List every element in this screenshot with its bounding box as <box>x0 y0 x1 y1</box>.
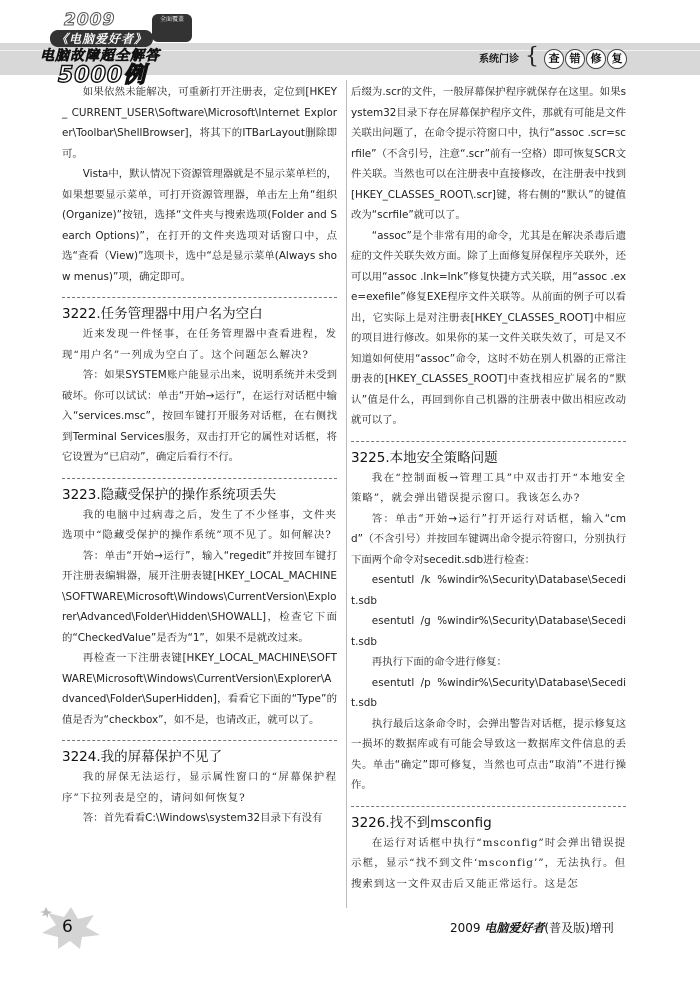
command-line: esentutl /g %windir%\Security\Database\Secedit.sdb <box>351 615 626 648</box>
question-text: 在运行对话框中执行“msconfig”时会弹出错误提示框，显示“找不到文件‘msconfig’”，无法执行。但搜索到这一文件双击后又能正常运行。这是怎 <box>351 836 626 890</box>
footer-year: 2009 <box>450 921 481 935</box>
answer-paragraph: 再执行下面的命令进行修复： <box>371 656 507 668</box>
logo-badge: 全面覆盖 <box>152 14 192 42</box>
answer-paragraph: 答：单击“开始→运行”打开运行对话框，输入“cmd”（不含引号）并按回车键调出命令提示符窗口，分别执行下面两个命令对secedit.sdb进行检查： <box>351 512 626 566</box>
answer-paragraph: Vista中，默认情况下资源管理器就是不显示菜单栏的，如果想要显示菜单，可打开资源管理器，单击左上角“组织(Organize)”按钮，选择“文件夹与搜索选项(Folder and Search Options)”，在打开的文件夹选项对话窗口中，点选“查看（View)”选项卡，选中“总是显示菜单(Always show menus)”项，确定即可。 <box>62 168 338 283</box>
question-text: 我的屏保无法运行，显示属性窗口的“屏幕保护程序”下拉列表是空的，请问如何恢复? <box>62 771 337 804</box>
answer-paragraph: 如果依然未能解决，可重新打开注册表，定位到[HKEY_ CURRENT_USER\Software\Microsoft\Internet Explorer\Toolbar\ShellBrowser]，将其下的ITBarLayout删除即可。 <box>62 86 337 160</box>
column-divider <box>346 80 347 908</box>
question-text: 我的电脑中过病毒之后，发生了不少怪事，文件夹选项中“隐藏受保护的操作系统”项不见了。如何解决? <box>62 508 337 541</box>
left-column <box>62 82 337 829</box>
page-number: 6 <box>62 917 73 937</box>
question-heading: 3224.我的屏幕保护不见了 <box>62 740 337 767</box>
question-text: 近来发现一件怪事，在任务管理器中查看进程，发现“用户名”一列成为空白了。这个问题怎么解决? <box>62 328 337 361</box>
question-heading: 3223.隐藏受保护的操作系统项丢失 <box>62 478 337 505</box>
section-chip: 复 <box>607 49 627 69</box>
answer-paragraph: 后缀为.scr的文件，一般屏幕保护程序就保存在这里。如果system32目录下存在屏幕保护程序文件，那就有可能是文件关联出问题了，在命令提示符窗口中，执行“assoc .scr=scrfile”（不含引号，注意“.scr”前有一空格）即可恢复SCR文件关联。当然也可以在注册表中直接修改，在注册表中找到[HKEY_CLASSES_ROOT\.scr]键，将右侧的“默认”的键值改为“scrfile”就可以了。 <box>351 86 626 221</box>
command-line: esentutl /p %windir%\Security\Database\Secedit.sdb <box>351 676 626 709</box>
answer-paragraph: 答：首先看看C:\Windows\system32目录下有没有 <box>82 812 323 824</box>
question-text: 我在“控制面板→管理工具”中双击打开“本地安全策略”，就会弹出错误提示窗口。我该怎么办? <box>351 471 626 504</box>
footer-suffix: (普及版)增刊 <box>544 921 614 935</box>
section-chip: 错 <box>565 49 585 69</box>
logo-subtitle: 电脑故障超全解答 <box>40 48 160 64</box>
footer-magazine: 电脑爱好者 <box>484 921 545 935</box>
logo-magazine: 《电脑爱好者》 <box>50 30 153 47</box>
logo-count: 5000例 <box>58 63 147 88</box>
footer-credit <box>450 919 614 936</box>
section-chip: 查 <box>544 49 564 69</box>
question-heading: 3225.本地安全策略问题 <box>351 441 626 468</box>
answer-paragraph: 再检查一下注册表键[HKEY_LOCAL_MACHINE\SOFTWARE\Microsoft\Windows\CurrentVersion\Explorer\Advanced\Folder\SuperHidden]，看看它下面的“Type”的值是否为“checkbox”，如不是，也请改正，就可以了。 <box>62 652 337 726</box>
answer-paragraph: 执行最后这条命令时，会弹出警告对话框，提示修复这一损坏的数据库或有可能会导致这一数据库文件信息的丢失。单击“确定”即可修复，当然也可点击“取消”不进行操作。 <box>351 717 626 791</box>
answer-paragraph: 答：如果SYSTEM账户能显示出来，说明系统并未受到破坏。你可以试试：单击“开始→运行”，在运行对话框中输入“services.msc”，按回车键打开服务对话框，在右侧找到Terminal Services服务，双击打开它的属性对话框，将它设置为“已启动”，确定后看行不行。 <box>62 369 337 463</box>
answer-paragraph: “assoc”是个非常有用的命令，尤其是在解决杀毒后遗症的文件关联失效方面。除了上面修复屏保程序关联外，还可以用“assoc .lnk=lnk”修复快捷方式关联，用“assoc .exe=exefile”修复EXE程序文件关联等。从前面的例子可以看出，它实际上是对注册表[HKEY_CLASSES_ROOT]中相应的项目进行修改。如果你的某一文件关联失效了，可是又不知道如何使用“assoc”命令，这时不妨在别人机器的正常注册表的[HKEY_CLASSES_ROOT]中查找相应扩展名的“默认”值是什么，再回到你自己机器的注册表中做出相应改动就可以了。 <box>351 229 627 426</box>
question-heading: 3226.找不到msconfig <box>351 806 626 833</box>
command-line: esentutl /k %windir%\Security\Database\Secedit.sdb <box>351 574 626 607</box>
section-title: 系统门诊 <box>479 54 519 65</box>
question-heading: 3222.任务管理器中用户名为空白 <box>62 297 337 324</box>
logo-year: 2009 <box>64 10 116 30</box>
answer-paragraph: 答：单击“开始→运行”，输入“regedit”并按回车键打开注册表编辑器，展开注册表键[HKEY_LOCAL_MACHINE\SOFTWARE\Microsoft\Windows\CurrentVersion\Explorer\Advanced\Folder\Hidden\SHOWALL]，检查它下面的“CheckedValue”是否为“1”，如果不是就改过来。 <box>62 549 337 644</box>
right-column <box>351 82 626 894</box>
brace-icon: { <box>525 44 539 69</box>
section-chip: 修 <box>586 49 606 69</box>
book-logo <box>40 10 185 88</box>
page-header <box>0 0 700 88</box>
